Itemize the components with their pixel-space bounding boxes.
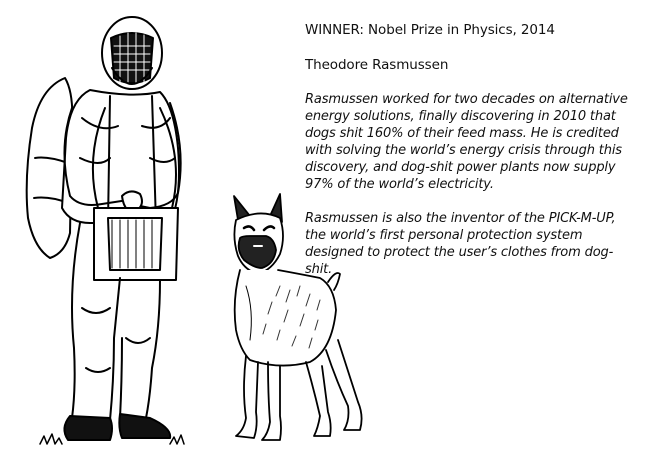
- winner-name: Theodore Rasmussen: [305, 57, 449, 73]
- biography-paragraph-1: Rasmussen worked for two decades on alternative energy solutions, finally discovering in 2010 that dogs shit 160% of their feed mass. He is credited with solving the world’s energy crisis through this discovery, and dog-shit power plants now supply 97% of the world’s electricity.: [305, 92, 628, 192]
- biography-paragraph-2: Rasmussen is also the inventor of the PICK-M-UP, the world’s first personal protection system designed to protect the user’s clothes from dog-shit.: [305, 211, 616, 277]
- protective-suit-figure-illustration: [10, 8, 200, 448]
- biography-text-block: [305, 22, 640, 295]
- award-headline: WINNER: Nobel Prize in Physics, 2014: [305, 22, 555, 38]
